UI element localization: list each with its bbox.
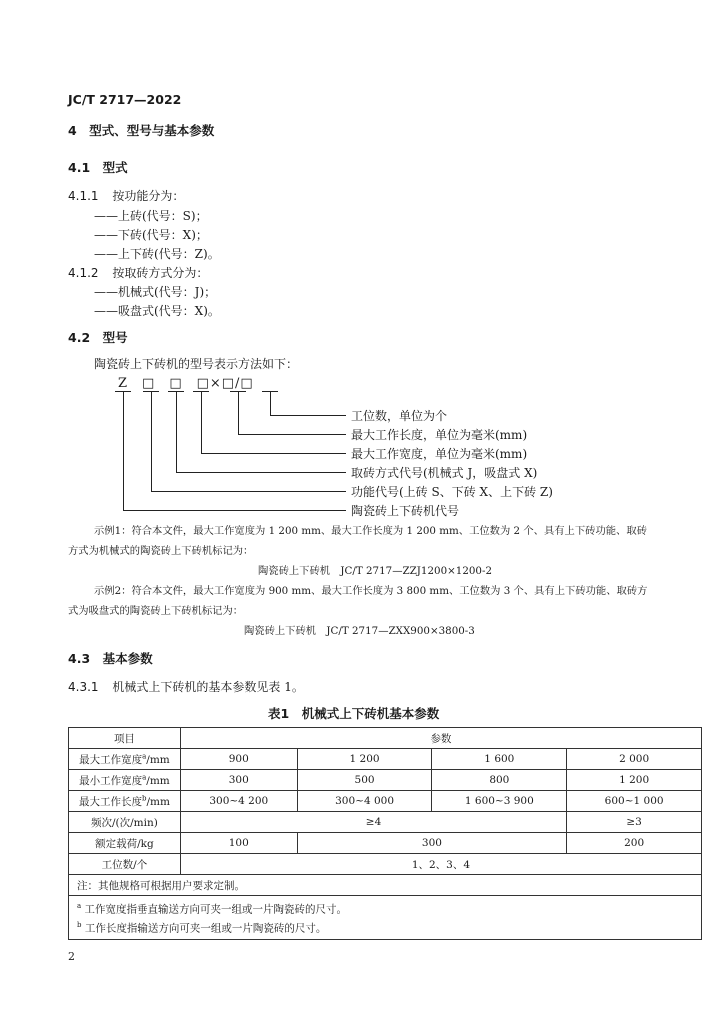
table-cell: ≥3	[567, 812, 702, 833]
table-row	[69, 770, 702, 791]
table-1	[68, 727, 702, 940]
table-header-row	[69, 728, 702, 749]
section-4-heading: 4 型式、型号与基本参数	[68, 123, 215, 138]
clause-4-1-2	[68, 264, 208, 281]
legend-machine-code: 陶瓷砖上下砖机代号	[351, 504, 460, 518]
row-label: 额定载荷/kg	[69, 833, 181, 854]
clause-text: 按功能分为：	[112, 189, 185, 203]
table-cell: 2 000	[567, 749, 702, 770]
table-footnotes	[69, 896, 702, 940]
row-label: 最大工作宽度$^a$/mm	[69, 749, 181, 770]
section-4-2-heading: 4.2 型号	[68, 330, 128, 345]
clause-4-3-1	[68, 678, 304, 695]
example-1-line-1: 示例1：符合本文件，最大工作宽度为 1 200 mm、最大工作长度为 1 200 mm、工位数为 2 个、具有上下砖功能、取砖	[94, 525, 647, 537]
table-footnote-row	[69, 896, 702, 940]
example-2-line-2: 式为吸盘式的陶瓷砖上下砖机标记为：	[68, 605, 244, 617]
table-row	[69, 854, 702, 875]
table-cell: 1 600	[432, 749, 567, 770]
model-pattern: Z □ □ □×□/□	[118, 376, 254, 391]
table-row	[69, 791, 702, 812]
table-cell: ≥4	[180, 812, 566, 833]
table-cell: 1 200	[297, 749, 432, 770]
table-cell: 1、2、3、4	[180, 854, 701, 875]
row-label: 最大工作长度$^b$/mm	[69, 791, 181, 812]
table-cell: 800	[432, 770, 567, 791]
list-item: ——吸盘式(代号：X)。	[94, 304, 220, 318]
clause-text: 机械式上下砖机的基本参数见表 1。	[112, 680, 304, 694]
table-cell: 200	[567, 833, 702, 854]
table-cell: 500	[297, 770, 432, 791]
table-cell: 600~1 000	[567, 791, 702, 812]
section-4-3-heading: 4.3 基本参数	[68, 651, 153, 666]
table-cell: 900	[180, 749, 297, 770]
table-cell: 1 200	[567, 770, 702, 791]
table-note: 注：其他规格可根据用户要求定制。	[69, 875, 702, 896]
model-intro: 陶瓷砖上下砖机的型号表示方法如下：	[94, 357, 299, 371]
list-item: ——机械式(代号：J)；	[94, 285, 217, 299]
table-cell: 300	[180, 770, 297, 791]
table-cell: 100	[180, 833, 297, 854]
clause-text: 按取砖方式分为：	[112, 266, 209, 280]
standard-code: JC/T 2717—2022	[68, 92, 182, 107]
page-number: 2	[68, 950, 75, 963]
example-1-mark: 陶瓷砖上下砖机 JC/T 2717—ZZJ1200×1200-2	[258, 565, 492, 577]
table-cell: 300~4 200	[180, 791, 297, 812]
header-params: 参数	[180, 728, 701, 749]
table-cell: 300	[297, 833, 567, 854]
section-4-1-heading: 4.1 型式	[68, 160, 128, 175]
list-item: ——下砖(代号：X)；	[94, 228, 208, 242]
footnote-a: $^a$ 工作宽度指垂直输送方向可夹一组或一片陶瓷砖的尺寸。	[77, 902, 348, 916]
footnote-b: $^b$ 工作长度指输送方向可夹一组或一片陶瓷砖的尺寸。	[77, 920, 327, 934]
legend-pick-method: 取砖方式代号(机械式 J，吸盘式 X)	[351, 466, 538, 480]
example-1-line-2: 方式为机械式的陶瓷砖上下砖机标记为：	[68, 545, 254, 557]
table-row	[69, 749, 702, 770]
example-2-line-1: 示例2：符合本文件，最大工作宽度为 900 mm、最大工作长度为 3 800 mm、工位数为 3 个、具有上下砖功能、取砖方	[94, 585, 648, 597]
row-label: 最小工作宽度$^a$/mm	[69, 770, 181, 791]
clause-number: 4.1.1	[68, 189, 99, 203]
legend-max-length: 最大工作长度，单位为毫米(mm)	[351, 428, 528, 442]
legend-stations: 工位数，单位为个	[351, 409, 448, 423]
table-1-caption: 表1 机械式上下砖机基本参数	[268, 706, 440, 721]
clause-4-1-1	[68, 187, 184, 204]
table-cell: 1 600~3 900	[432, 791, 567, 812]
list-item: ——上砖(代号：S)；	[94, 209, 208, 223]
table-note-row	[69, 875, 702, 896]
clause-number: 4.1.2	[68, 266, 99, 280]
row-label: 工位数/个	[69, 854, 181, 875]
legend-function: 功能代号(上砖 S、下砖 X、上下砖 Z)	[351, 485, 553, 499]
clause-number: 4.3.1	[68, 680, 99, 694]
example-2-mark: 陶瓷砖上下砖机 JC/T 2717—ZXX900×3800-3	[244, 625, 475, 637]
table-row	[69, 833, 702, 854]
list-item: ——上下砖(代号：Z)。	[94, 247, 220, 261]
legend-max-width: 最大工作宽度，单位为毫米(mm)	[351, 447, 528, 461]
table-cell: 300~4 000	[297, 791, 432, 812]
header-item: 项目	[69, 728, 181, 749]
table-row	[69, 812, 702, 833]
row-label: 频次/(次/min)	[69, 812, 181, 833]
